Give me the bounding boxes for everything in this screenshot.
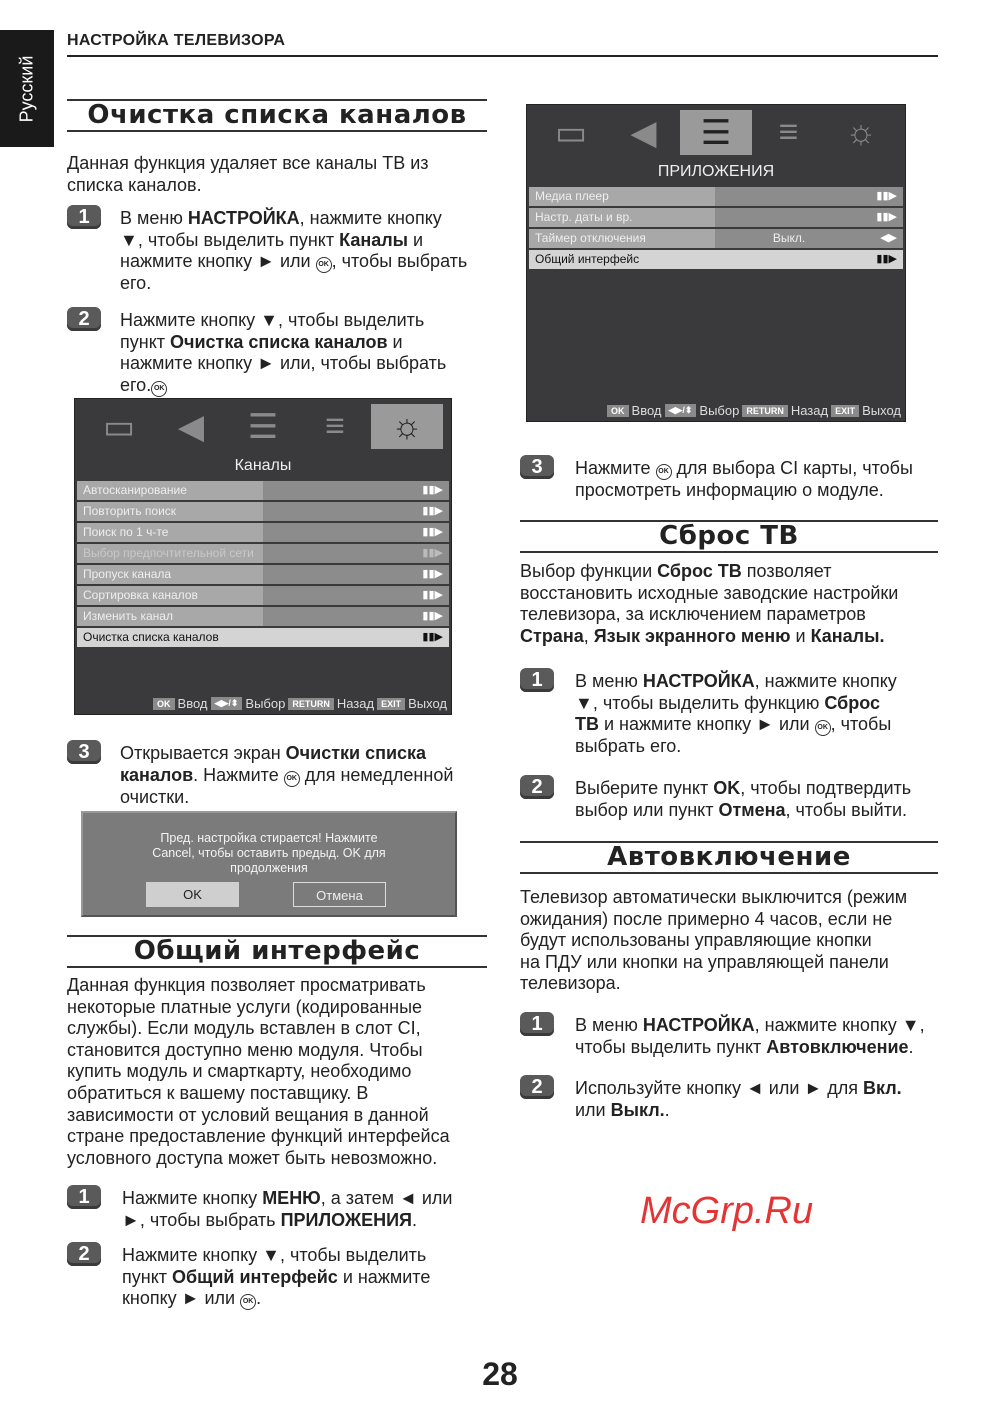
tv-menu-applications <box>526 104 906 422</box>
text: Нажмите кнопку <box>122 1188 263 1208</box>
step-number-badge: 2 <box>67 1242 101 1266</box>
text: В меню <box>575 671 643 691</box>
text: становится доступно меню модуля. Чтобы <box>67 1039 423 1060</box>
menu-list <box>77 481 449 649</box>
section-title-reset: Сброс ТВ <box>520 520 938 553</box>
bold-text: МЕНЮ <box>262 1188 321 1208</box>
step-text <box>575 671 897 758</box>
setup-gear-icon[interactable]: ☼ <box>845 113 877 151</box>
text: пункт <box>120 331 171 352</box>
remote-key-label: EXIT <box>831 405 859 417</box>
text: ►, чтобы выбрать <box>122 1209 281 1230</box>
bold-text: НАСТРОЙКА <box>642 1015 755 1035</box>
divider <box>67 55 938 57</box>
step-text <box>575 778 911 821</box>
text: Используйте кнопку ◄ или ► для <box>575 1078 863 1098</box>
menu-title: ПРИЛОЖЕНИЯ <box>657 163 775 180</box>
ok-button-icon: OK <box>815 720 831 736</box>
text: ▼, чтобы выделить функцию <box>575 692 825 713</box>
bold-text: Страна <box>520 625 584 646</box>
paragraph <box>67 153 429 196</box>
menu-list <box>529 187 903 271</box>
bold-text: НАСТРОЙКА <box>642 671 755 691</box>
text: нажмите кнопку ► или <box>120 251 316 272</box>
bold-text: Сброс <box>824 692 881 713</box>
bold-text: Сброс ТВ <box>657 561 742 581</box>
bold-text: Автовключение <box>766 1036 909 1057</box>
menu-item[interactable] <box>77 523 449 542</box>
menu-item-label: Сортировка каналов <box>77 586 263 605</box>
arrow-icon: ▮▮▶ <box>422 589 443 601</box>
step-number-badge: 3 <box>67 740 101 764</box>
hint-label: Назад <box>790 403 829 418</box>
text: службы). Если модуль вставлен в слот CI, <box>67 1018 421 1039</box>
dialog-message: Пред. настройка стирается! Нажмите Cancel, чтобы оставить предыд. OK для продолжения <box>152 831 386 875</box>
text: пункт <box>122 1266 173 1287</box>
text: . <box>908 1036 914 1057</box>
text: купить модуль и смарткарту, необходимо <box>67 1061 412 1082</box>
step-number-badge: 1 <box>520 1012 554 1036</box>
text: телевизора, за исключением параметров <box>520 604 866 625</box>
paragraph <box>67 975 450 1169</box>
bold-text: Очистки списка <box>285 743 427 763</box>
text: и нажмите <box>337 1266 431 1287</box>
menu-item-value <box>263 523 449 542</box>
hint-label: Назад <box>336 696 375 711</box>
bold-text: ПРИЛОЖЕНИЯ <box>280 1209 412 1230</box>
hint-label: Выход <box>408 696 447 711</box>
ok-button-icon: OK <box>284 771 300 787</box>
remote-key-label: ◀▶/⬍ <box>665 404 697 417</box>
menu-item[interactable] <box>529 208 903 227</box>
menu-item-value <box>715 208 903 227</box>
bold-text: OK <box>713 778 741 798</box>
menu-icon-bar <box>535 110 897 155</box>
step-number-badge: 1 <box>67 205 101 229</box>
menu-item[interactable] <box>77 565 449 584</box>
text: Данная функция удаляет все каналы ТВ из <box>67 153 429 173</box>
remote-key-label: ◀▶/⬍ <box>211 697 243 710</box>
setup-gear-icon[interactable]: ☼ <box>371 404 443 449</box>
menu-item[interactable] <box>529 250 903 269</box>
menu-title: Каналы <box>234 457 292 474</box>
picture-icon[interactable]: ▭ <box>554 113 588 152</box>
text: и <box>790 625 811 646</box>
menu-item[interactable] <box>77 628 449 647</box>
bold-text: Общий интерфейс <box>172 1266 338 1287</box>
bold-text: Отмена <box>718 799 786 820</box>
page-header: НАСТРОЙКА ТЕЛЕВИЗОРА <box>67 32 286 49</box>
text: для выбора CI карты, чтобы <box>671 458 913 478</box>
menu-item-label: Изменить канал <box>77 607 263 626</box>
step-number-badge: 2 <box>67 307 101 331</box>
text: и <box>408 229 424 250</box>
text: на ПДУ или кнопки на управляющей панели <box>520 951 889 972</box>
menu-item-value <box>263 586 449 605</box>
arrow-icon: ▮▮▶ <box>422 526 443 538</box>
text: В меню <box>120 208 188 228</box>
text: Выберите пункт <box>575 778 714 798</box>
text: выбрать его. <box>575 736 682 757</box>
menu-item-value <box>263 481 449 500</box>
sound-icon[interactable]: ◀ <box>630 113 657 152</box>
section-title-auto: Автовключение <box>520 841 938 874</box>
step-text <box>122 1188 453 1231</box>
menu-item-value <box>715 187 903 206</box>
arrow-icon: ▮▮▶ <box>876 253 897 265</box>
picture-icon[interactable]: ▭ <box>102 407 136 446</box>
step-text <box>122 1245 430 1310</box>
text: его. <box>120 374 152 395</box>
text: . Нажмите <box>193 764 284 785</box>
cancel-button[interactable]: Отмена <box>293 882 386 907</box>
text: телевизора. <box>520 973 621 994</box>
menu-item-label: Пропуск канала <box>77 565 263 584</box>
settings-sliders-icon[interactable]: ≡ <box>778 113 799 151</box>
text: условного доступа может быть невозможно. <box>67 1147 438 1168</box>
text: обратиться к вашему поставщику. В <box>67 1082 369 1103</box>
ok-button-icon: OK <box>151 381 167 397</box>
text: чтобы выделить пункт <box>575 1036 767 1057</box>
hint-label: Выбор <box>245 696 286 711</box>
text: выбор или пункт <box>575 799 719 820</box>
text: просмотреть информацию о модуле. <box>575 480 884 500</box>
bold-text: Выкл. <box>610 1099 665 1120</box>
remote-key-label: EXIT <box>377 698 405 710</box>
text: , чтобы <box>830 714 892 735</box>
step-text <box>120 743 453 808</box>
bold-text: Каналы. <box>810 625 885 646</box>
menu-item-value <box>263 607 449 626</box>
step-text <box>575 1015 925 1058</box>
menu-item[interactable] <box>77 481 449 500</box>
arrow-icon: ▮▮▶ <box>422 547 443 559</box>
menu-item[interactable] <box>77 502 449 521</box>
text: , чтобы подтвердить <box>740 778 912 798</box>
arrow-icon: ▮▮▶ <box>422 631 443 643</box>
remote-key-label: OK <box>607 405 629 417</box>
applications-icon[interactable]: ☰ <box>680 110 752 155</box>
text: Нажмите <box>575 458 656 478</box>
step-text <box>575 1078 902 1121</box>
text: . <box>664 1099 670 1120</box>
arrow-icon: ▮▮▶ <box>422 610 443 622</box>
text: Данная функция позволяет просматривать <box>67 975 426 995</box>
text: позволяет <box>741 561 832 581</box>
menu-item-label: Общий интерфейс <box>529 250 715 269</box>
arrow-icon: ▮▮▶ <box>876 211 897 223</box>
menu-item-value: Выкл. <box>772 231 806 245</box>
text: очистки. <box>120 786 190 807</box>
text: . <box>256 1288 262 1309</box>
page-number: 28 <box>482 1356 518 1392</box>
text: будут использованы управляющие кнопки <box>520 930 872 951</box>
confirm-dialog <box>81 811 457 917</box>
step-number-badge: 2 <box>520 775 554 799</box>
applications-icon[interactable]: ☰ <box>247 407 279 446</box>
text: некоторые платные услуги (кодированные <box>67 996 423 1017</box>
menu-item[interactable] <box>529 187 903 206</box>
menu-item-label: Настр. даты и вр. <box>529 208 715 227</box>
text: , чтобы выбрать <box>331 251 468 272</box>
hint-label: Выход <box>862 403 901 418</box>
text: восстановить исходные заводские настройки <box>520 582 899 603</box>
step-text <box>120 208 467 295</box>
text: . <box>412 1209 418 1230</box>
text: , а затем ◄ или <box>320 1188 453 1208</box>
menu-item[interactable] <box>77 607 449 626</box>
menu-item-value <box>263 565 449 584</box>
menu-footer-hints <box>607 403 901 418</box>
bold-text: Очистка списка каналов <box>170 331 388 352</box>
step-number-badge: 1 <box>520 668 554 692</box>
text: нажмите кнопку ► или, чтобы выбрать <box>120 353 447 374</box>
menu-item-value <box>263 628 449 647</box>
arrow-icon: ◀▶ <box>880 232 897 244</box>
menu-item-value <box>715 250 903 269</box>
ok-button-icon: OK <box>316 257 332 273</box>
menu-item-label: Очистка списка каналов <box>77 628 263 647</box>
settings-sliders-icon[interactable]: ≡ <box>325 407 345 445</box>
text: , <box>583 625 594 646</box>
text: ▼, чтобы выделить пункт <box>120 229 340 250</box>
menu-item-label: Медиа плеер <box>529 187 715 206</box>
menu-item-label: Автосканирование <box>77 481 263 500</box>
arrow-icon: ▮▮▶ <box>422 568 443 580</box>
text: и нажмите кнопку ► или <box>599 714 815 735</box>
remote-key-label: RETURN <box>288 698 334 710</box>
tv-menu-channels <box>74 398 452 715</box>
sound-icon[interactable]: ◀ <box>177 407 205 446</box>
arrow-icon: ▮▮▶ <box>876 190 897 202</box>
ok-button[interactable]: OK <box>146 882 239 907</box>
text: Нажмите кнопку ▼, чтобы выделить <box>122 1245 427 1265</box>
menu-item-value <box>263 544 449 563</box>
ok-button-icon: OK <box>240 1294 256 1310</box>
menu-icon-bar <box>83 404 443 449</box>
hint-label: Ввод <box>177 696 208 711</box>
text: Выбор функции <box>520 561 658 581</box>
paragraph <box>520 561 898 647</box>
menu-footer-hints <box>153 696 447 711</box>
text: его. <box>120 273 152 294</box>
menu-item[interactable] <box>529 229 903 248</box>
text: , нажмите кнопку <box>754 671 897 691</box>
step-text <box>575 458 913 502</box>
watermark: McGrp.Ru <box>640 1190 814 1232</box>
text: ожидания) после примерно 4 часов, если не <box>520 908 893 929</box>
bold-text: каналов <box>120 764 194 785</box>
text: , чтобы выйти. <box>785 799 908 820</box>
menu-item[interactable] <box>77 586 449 605</box>
bold-text: ТВ <box>575 714 599 735</box>
arrow-icon: ▮▮▶ <box>422 505 443 517</box>
text: и <box>387 331 403 352</box>
text: стране предоставление функций интерфейса <box>67 1126 450 1147</box>
text: Телевизор автоматически выключится (режим <box>520 887 908 907</box>
menu-item-value <box>263 502 449 521</box>
step-number-badge: 1 <box>67 1185 101 1209</box>
ok-button-icon: OK <box>656 464 672 480</box>
text: или <box>575 1099 611 1120</box>
text: Открывается экран <box>120 743 286 763</box>
text: списка каналов. <box>67 174 202 195</box>
bold-text: Вкл. <box>863 1078 902 1098</box>
step-text <box>120 310 446 397</box>
section-title-ci: Общий интерфейс <box>67 935 487 968</box>
text: для немедленной <box>299 764 454 785</box>
menu-item-label: Повторить поиск <box>77 502 263 521</box>
text: В меню <box>575 1015 643 1035</box>
menu-item[interactable] <box>77 544 449 563</box>
remote-key-label: OK <box>153 698 175 710</box>
bold-text: Язык экранного меню <box>593 625 791 646</box>
text: Нажмите кнопку ▼, чтобы выделить <box>120 310 425 330</box>
bold-text: НАСТРОЙКА <box>187 208 300 228</box>
language-tab: Русский <box>0 30 54 147</box>
paragraph <box>520 887 907 995</box>
menu-item-label: Таймер отключения <box>529 229 715 248</box>
text: , нажмите кнопку ▼, <box>754 1015 925 1035</box>
hint-label: Ввод <box>631 403 662 418</box>
text: кнопку ► или <box>122 1288 241 1309</box>
menu-item-label: Выбор предпочтительной сети <box>77 544 263 563</box>
step-number-badge: 3 <box>520 455 554 479</box>
section-title-clear: Очистка списка каналов <box>67 99 487 132</box>
menu-item-label: Поиск по 1 ч-те <box>77 523 263 542</box>
step-number-badge: 2 <box>520 1075 554 1099</box>
text: зависимости от условий вещания в данной <box>67 1104 429 1125</box>
text: , нажмите кнопку <box>299 208 442 228</box>
hint-label: Выбор <box>699 403 740 418</box>
bold-text: Каналы <box>339 229 409 250</box>
arrow-icon: ▮▮▶ <box>422 484 443 496</box>
remote-key-label: RETURN <box>742 405 788 417</box>
